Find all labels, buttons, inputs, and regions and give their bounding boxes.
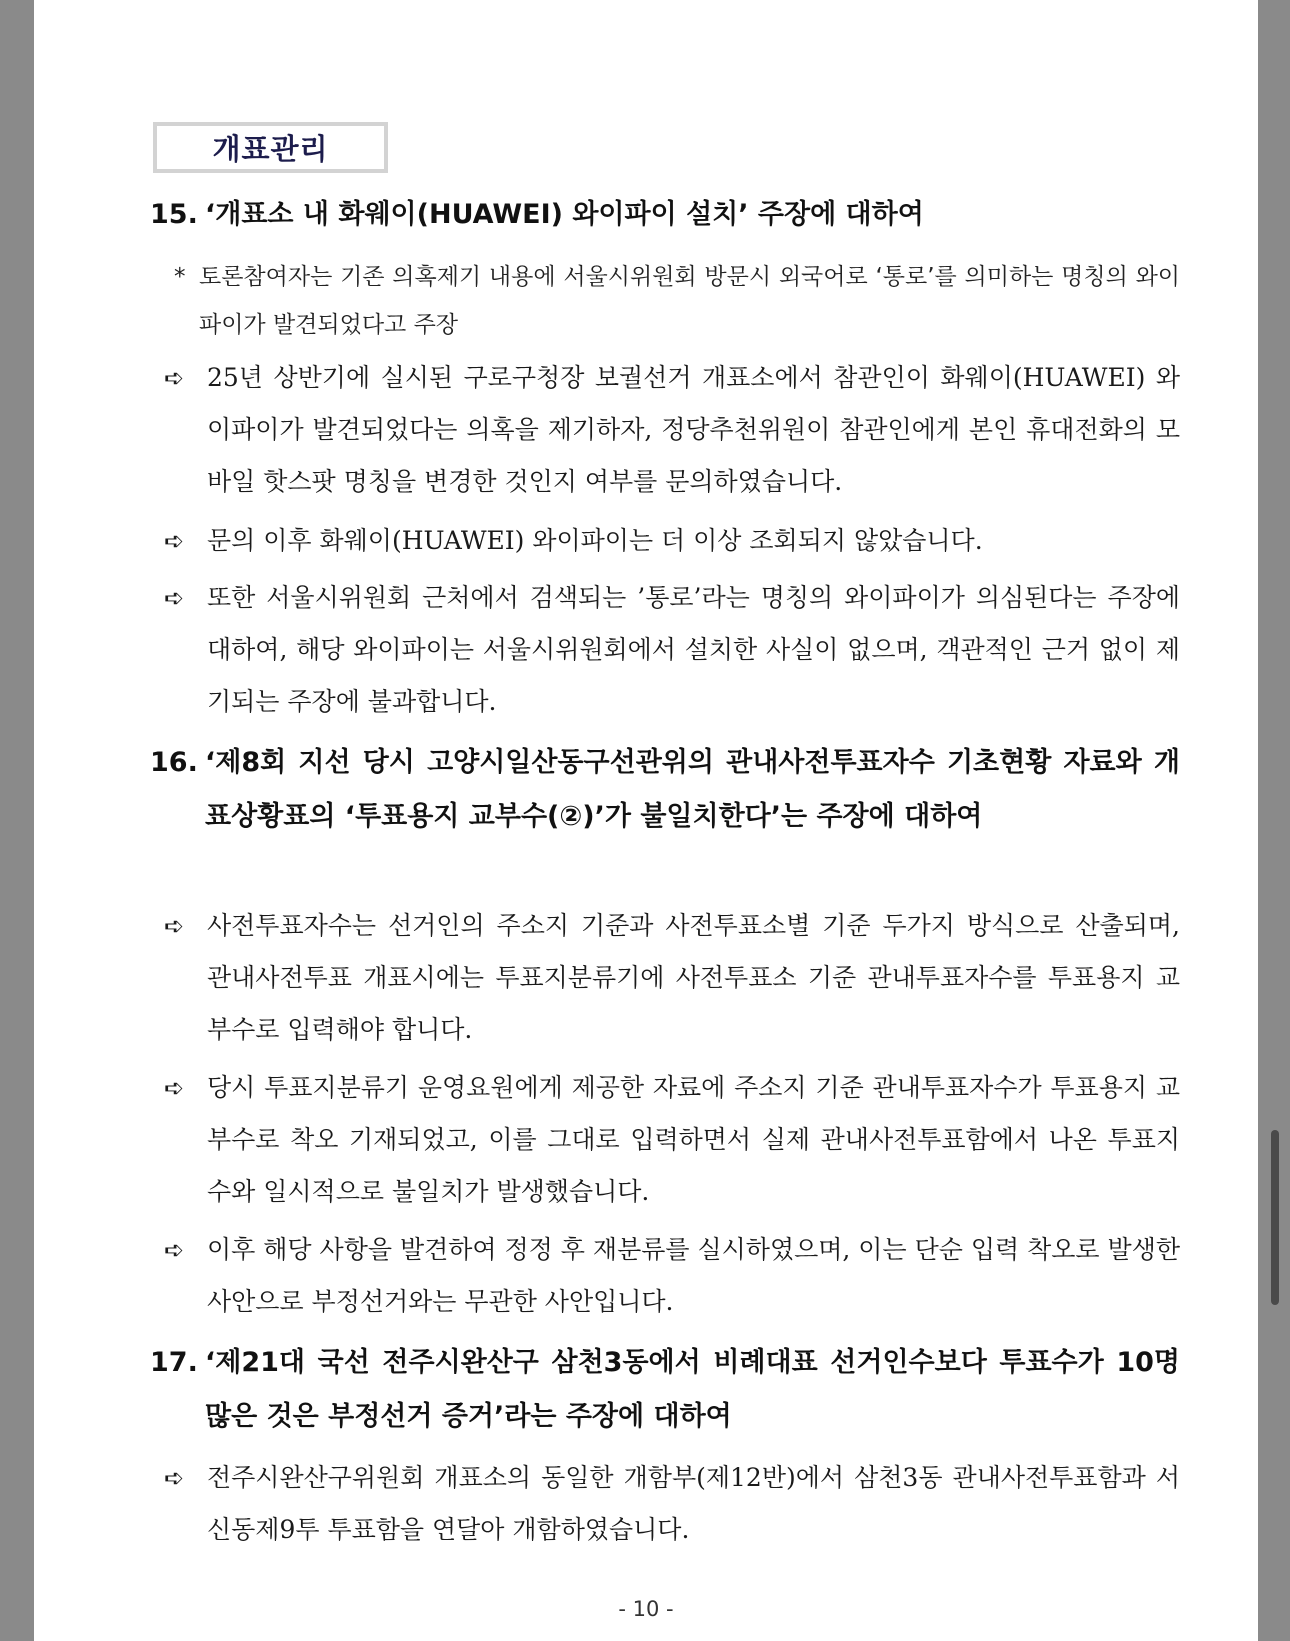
section-label [153,122,388,173]
arrow-icon: ➪ [164,912,185,940]
arrow-icon: ➪ [164,584,185,612]
section-title: 개표관리 [212,132,329,166]
item-heading [150,188,1180,242]
item-note [174,253,1180,349]
list-item-text: 당시 투표지분류기 운영요원에게 제공한 자료에 주소지 기준 관내투표자수가 투표용지 교부수로 착오 기재되었고, 이를 그대로 입력하면서 실제 관내사전투표함에서 나온 투표지 수와 일시적으로 불일치가 발생했습니다. [207,1073,1180,1206]
item-heading-text: ‘제21대 국선 전주시완산구 삼천3동에서 비례대표 선거인수보다 투표수가 10명 많은 것은 부정선거 증거’라는 주장에 대하여 [205,1347,1180,1432]
list-item-text: 전주시완산구위원회 개표소의 동일한 개함부(제12반)에서 삼천3동 관내사전투표함과 서신동제9투 투표함을 연달아 개함하였습니다. [207,1463,1180,1544]
item-heading [150,1336,1180,1444]
scrollbar-thumb[interactable] [1271,1130,1279,1305]
item-heading-text: ‘개표소 내 화웨이(HUAWEI) 와이파이 설치’ 주장에 대하여 [205,199,924,230]
list-item-text: 문의 이후 화웨이(HUAWEI) 와이파이는 더 이상 조회되지 않았습니다. [207,526,983,555]
list-item [164,1062,1180,1218]
list-item-text: 또한 서울시위원회 근처에서 검색되는 ’통로’라는 명칭의 와이파이가 의심된다는 주장에 대하여, 해당 와이파이는 서울시위원회에서 설치한 사실이 없으며, 객관적인 근거 없이 제기되는 주장에 불과합니다. [207,583,1180,716]
arrow-icon: ➪ [164,364,185,392]
arrow-icon: ➪ [164,527,185,555]
list-item-text: 이후 해당 사항을 발견하여 정정 후 재분류를 실시하였으며, 이는 단순 입력 착오로 발생한 사안으로 부정선거와는 무관한 사안입니다. [207,1235,1180,1316]
list-item-text: 사전투표자수는 선거인의 주소지 기준과 사전투표소별 기준 두가지 방식으로 산출되며, 관내사전투표 개표시에는 투표지분류기에 사전투표소 기준 관내투표자수를 투표용지 교부수로 입력해야 합니다. [207,911,1180,1044]
note-text: 토론참여자는 기존 의혹제기 내용에 서울시위원회 방문시 외국어로 ‘통로’를 의미하는 명칭의 와이파이가 발견되었다고 주장 [199,264,1180,338]
list-item [164,900,1180,1056]
item-number: 17. [150,1347,198,1378]
arrow-icon: ➪ [164,1236,185,1264]
list-item [164,572,1180,728]
list-item [164,1452,1180,1556]
item-heading [150,736,1180,844]
document-page [34,0,1258,1641]
item-number: 15. [150,199,198,230]
note-marker: * [174,264,186,290]
item-number: 16. [150,747,198,778]
page-number: - 10 - [618,1597,674,1621]
list-item [164,515,1180,567]
list-item [164,1224,1180,1328]
list-item-text: 25년 상반기에 실시된 구로구청장 보궐선거 개표소에서 참관인이 화웨이(HUAWEI) 와이파이가 발견되었다는 의혹을 제기하자, 정당추천위원이 참관인에게 본인 휴대전화의 모바일 핫스팟 명칭을 변경한 것인지 여부를 문의하였습니다. [207,363,1180,496]
arrow-icon: ➪ [164,1074,185,1102]
item-heading-text: ‘제8회 지선 당시 고양시일산동구선관위의 관내사전투표자수 기초현황 자료와 개표상황표의 ‘투표용지 교부수(②)’가 불일치한다’는 주장에 대하여 [205,747,1180,832]
list-item [164,352,1180,508]
arrow-icon: ➪ [164,1464,185,1492]
